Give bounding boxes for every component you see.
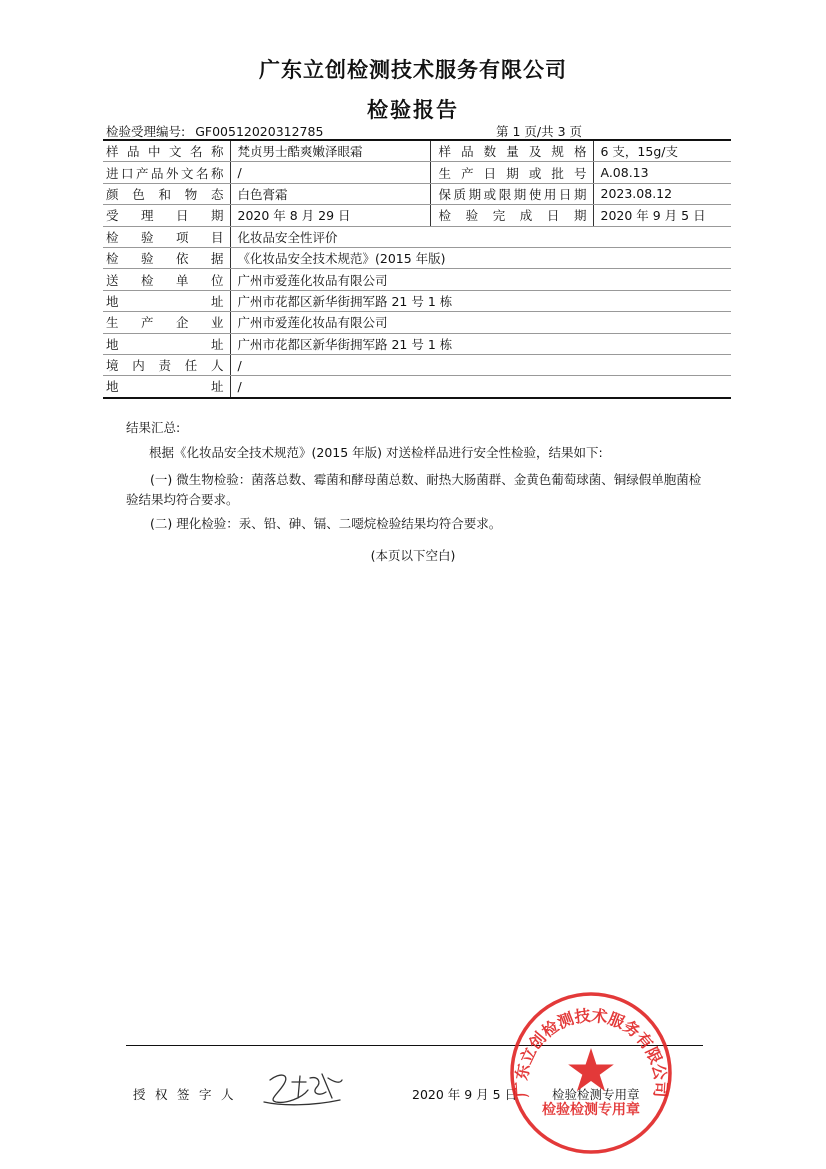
summary-item-physicochemical: (二) 理化检验：汞、铅、砷、镉、二噁烷检验结果均符合要求。 xyxy=(150,516,502,531)
table-row xyxy=(103,312,731,333)
table-row xyxy=(103,205,731,226)
summary-item-microbiology: (一) 微生物检验：菌落总数、霉菌和酵母菌总数、耐热大肠菌群、金黄色葡萄球菌、铜绿假单胞菌检验结果均符合要求。 xyxy=(126,472,702,507)
color-label: 颜色和物态 xyxy=(103,183,230,204)
producer-address-label: 地址 xyxy=(103,333,230,354)
table-row xyxy=(103,354,731,375)
prod-date-value: A.08.13 xyxy=(593,162,731,183)
signer-label: 授权签字人 xyxy=(133,1087,244,1102)
accept-date-label: 受理日期 xyxy=(103,205,230,226)
qty-spec-value: 6 支，15g/支 xyxy=(593,140,731,162)
qty-spec-label: 样品数量及规格 xyxy=(430,140,593,162)
signature-image xyxy=(262,1068,344,1108)
foreign-name-value: / xyxy=(230,162,430,183)
item-label: 检验项目 xyxy=(103,226,230,247)
accept-date-value: 2020 年 8 月 29 日 xyxy=(230,205,430,226)
domestic-address-label: 地址 xyxy=(106,379,224,395)
summary-intro: 根据《化妆品安全技术规范》(2015 年版) 对送检样品进行安全性检验，结果如下: xyxy=(149,445,603,460)
table-row xyxy=(103,226,731,247)
sender-value: 广州市爱莲化妆品有限公司 xyxy=(230,269,731,290)
blank-note: (本页以下空白) xyxy=(370,548,456,563)
item-value: 化妆品安全性评价 xyxy=(230,226,731,247)
table-row xyxy=(103,183,731,204)
table-row xyxy=(103,247,731,268)
accept-number-value: GF00512020312785 xyxy=(195,124,324,139)
table-row xyxy=(103,290,731,311)
sign-date: 2020 年 9 月 5 日 xyxy=(412,1087,518,1102)
sender-address-label: 地址 xyxy=(103,290,230,311)
domestic-responsible-value: / xyxy=(230,354,731,375)
basis-label: 检验依据 xyxy=(103,247,230,268)
producer-label: 生产企业 xyxy=(103,312,230,333)
color-value: 白色膏霜 xyxy=(230,183,430,204)
name-cn-label: 样品中文名称 xyxy=(103,140,230,162)
seal-arc-text: 广东立创检测技术服务有限公司 xyxy=(511,1005,671,1099)
official-seal-image xyxy=(508,990,674,1156)
foreign-name-label: 进口产品外文名称 xyxy=(103,162,230,183)
finish-date-value: 2020 年 9 月 5 日 xyxy=(593,205,731,226)
name-cn-value: 梵贞男士酷爽嫩泽眼霜 xyxy=(230,140,430,162)
seal-bottom-text: 检验检测专用章 xyxy=(542,1102,640,1118)
table-row xyxy=(103,269,731,290)
basis-value: 《化妆品安全技术规范》(2015 年版) xyxy=(230,247,731,268)
table-row xyxy=(103,376,731,398)
domestic-address-value: / xyxy=(230,376,731,398)
table-row xyxy=(103,140,731,162)
table-row xyxy=(103,333,731,354)
domestic-responsible-label: 境内责任人 xyxy=(103,354,230,375)
company-name: 广东立创检测技术服务有限公司 xyxy=(259,58,567,82)
accept-number-label: 检验受理编号: xyxy=(106,124,186,139)
expiry-label: 保质期或限期使用日期 xyxy=(430,183,593,204)
sender-label: 送检单位 xyxy=(103,269,230,290)
accept-number xyxy=(106,122,323,140)
sender-address-value: 广州市花都区新华街拥军路 21 号 1 栋 xyxy=(230,290,731,311)
page-info: 第 1 页/共 3 页 xyxy=(496,124,583,139)
prod-date-label: 生产日期或批号 xyxy=(430,162,593,183)
producer-value: 广州市爱莲化妆品有限公司 xyxy=(230,312,731,333)
finish-date-label: 检验完成日期 xyxy=(430,205,593,226)
producer-address-value: 广州市花都区新华街拥军路 21 号 1 栋 xyxy=(230,333,731,354)
table-row xyxy=(103,162,731,183)
expiry-value: 2023.08.12 xyxy=(593,183,731,204)
seal-label: 检验检测专用章 xyxy=(552,1087,640,1102)
sample-info-table xyxy=(103,139,731,399)
report-title: 检验报告 xyxy=(367,98,459,122)
summary-title: 结果汇总: xyxy=(126,420,181,435)
